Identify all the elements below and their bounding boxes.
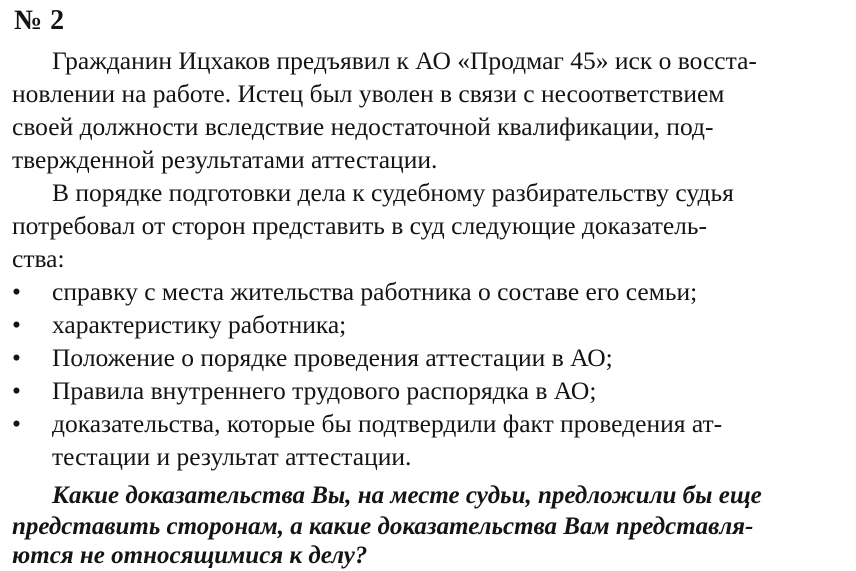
paragraph-2-line-1: В порядке подготовки дела к судебному разбирательству судья [52, 178, 734, 207]
paragraph-2-line-3: ства: [12, 244, 65, 273]
bullet-item-5-line-2: тестации и результат аттестации. [52, 442, 412, 471]
paragraph-1-line-1: Гражданин Ицхаков предъявил к АО «Продмаг 45» иск о восста- [52, 46, 757, 75]
bullet-marker: • [12, 376, 21, 405]
question-line-1: Какие доказательства Вы, на месте судьи, предложили бы еще [52, 482, 762, 509]
question-line-2: представить сторонам, а какие доказательства Вам представля- [12, 513, 754, 540]
bullet-item-5-line-1: доказательства, которые бы подтвердили факт проведения ат- [52, 409, 723, 438]
paragraph-1-line-2: новлении на работе. Истец был уволен в связи с несоответствием [12, 79, 725, 108]
bullet-item-4: Правила внутреннего трудового распорядка в АО; [52, 376, 597, 405]
bullet-marker: • [12, 409, 21, 438]
bullet-marker: • [12, 343, 21, 372]
bullet-item-3: Положение о порядке проведения аттестации в АО; [52, 343, 613, 372]
paragraph-1-line-4: твержденной результатами аттестации. [12, 145, 438, 174]
bullet-item-1: справку с места жительства работника о составе его семьи; [52, 277, 698, 306]
bullet-marker: • [12, 310, 21, 339]
question-line-3: ются не относящимися к делу? [12, 542, 368, 569]
task-number: № 2 [14, 5, 65, 36]
paragraph-2-line-2: потребовал от сторон представить в суд следующие доказатель- [12, 211, 708, 240]
bullet-item-2: характеристику работника; [52, 310, 347, 339]
bullet-marker: • [12, 277, 21, 306]
paragraph-1-line-3: своей должности вследствие недостаточной квалификации, под- [12, 112, 714, 141]
